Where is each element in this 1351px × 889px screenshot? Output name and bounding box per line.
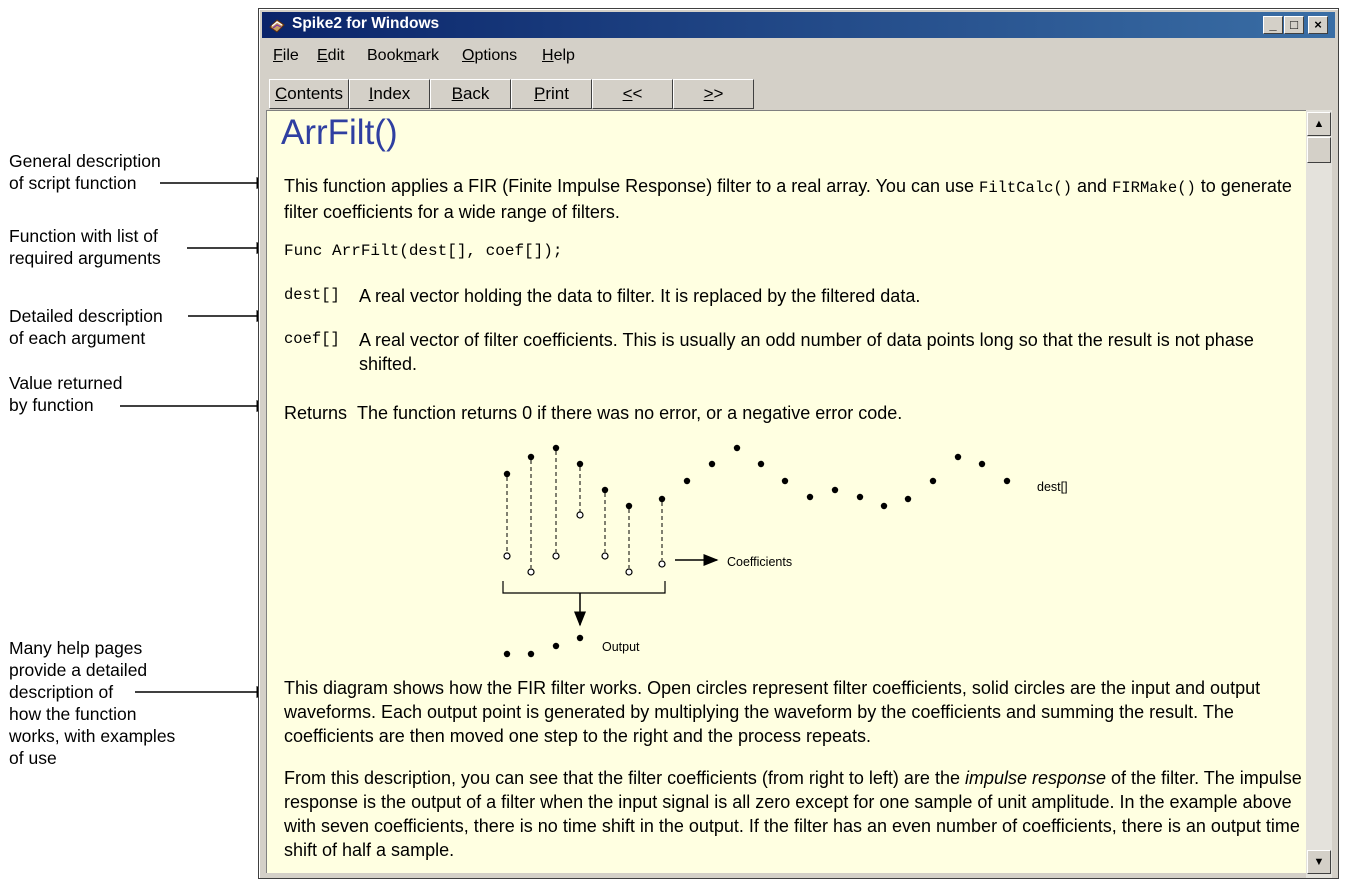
- output-point: [577, 635, 583, 641]
- code-firmake: FIRMake(): [1112, 179, 1196, 197]
- coefficient-point: [504, 553, 510, 559]
- menu-file[interactable]: File: [273, 47, 299, 64]
- help-window: [258, 8, 1339, 879]
- dest-point: [857, 494, 863, 500]
- returns-label: Returns: [284, 403, 348, 423]
- help-toolbar: [266, 79, 1335, 109]
- maximize-button[interactable]: □: [1284, 16, 1304, 34]
- output-point: [553, 643, 559, 649]
- dest-point: [905, 496, 911, 502]
- page-title: ArrFilt(): [281, 113, 398, 152]
- scroll-thumb[interactable]: [1307, 137, 1331, 163]
- help-content[interactable]: [266, 110, 1309, 873]
- dest-point: [832, 487, 838, 493]
- annotation-argument-description: Detailed description of each argument: [9, 306, 163, 348]
- coefficients-label: Coefficients: [727, 555, 793, 569]
- output-point: [504, 651, 510, 657]
- dest-point: [528, 454, 534, 460]
- arg-desc-coef: A real vector of filter coefficients. This is usually an odd number of data points long so that the result is not phase shifted.: [359, 330, 1254, 374]
- dest-point: [684, 478, 690, 484]
- arg-desc-dest: A real vector holding the data to filter. It is replaced by the filtered data.: [359, 286, 921, 306]
- function-signature: Func ArrFilt(dest[], coef[]);: [284, 242, 563, 260]
- arg-name-dest: dest[]: [284, 286, 340, 304]
- annotation-general-description: General description of script function: [9, 151, 161, 193]
- dest-point: [758, 461, 764, 467]
- title-bar[interactable]: [262, 12, 1335, 38]
- intro-paragraph: This function applies a FIR (Finite Impulse Response) filter to a real array. You can use FiltCalc() and FIRMake() to generate filter coefficients for a wide range of filters.: [284, 176, 1292, 222]
- vertical-scrollbar[interactable]: [1306, 110, 1332, 878]
- coefficient-point: [577, 512, 583, 518]
- dest-point: [626, 503, 632, 509]
- index-button[interactable]: Index: [349, 79, 430, 109]
- dest-point: [504, 471, 510, 477]
- annotation-detailed-description: Many help pages provide a detailed description of how the function works, with examples of use: [9, 638, 176, 768]
- output-label: Output: [602, 640, 640, 654]
- output-points: [504, 635, 583, 657]
- menu-bookmark[interactable]: Bookmark: [367, 47, 440, 64]
- coefficient-point: [553, 553, 559, 559]
- spike2-app-icon: [268, 16, 286, 34]
- annotation-function-arguments: Function with list of required arguments: [9, 226, 161, 268]
- impulse-response-paragraph: From this description, you can see that the filter coefficients (from right to left) are the impulse response of the filter. The impulse response is the output of a filter when the input signal is all zero except for one sample of unit amplitude. In the example above with seven coefficients, there is no time shift in the output. If the filter has an even number of coefficients, there is an output time shift of half a sample.: [284, 768, 1302, 860]
- minimize-button[interactable]: _: [1263, 16, 1283, 34]
- close-button[interactable]: ×: [1308, 16, 1328, 34]
- returns-text: The function returns 0 if there was no error, or a negative error code.: [357, 403, 903, 423]
- code-filtcalc: FiltCalc(): [979, 179, 1073, 197]
- arg-name-coef: coef[]: [284, 330, 340, 348]
- dest-point: [807, 494, 813, 500]
- diagram-explanation-paragraph: This diagram shows how the FIR filter works. Open circles represent filter coefficients, solid circles are the input and output waveforms. Each output point is generated by multiplying the waveform by the coefficients and summing the result. The coefficients are then moved one step to the right and the process repeats.: [284, 678, 1261, 746]
- coefficient-point: [528, 569, 534, 575]
- menu-edit[interactable]: Edit: [317, 47, 345, 64]
- dest-point: [659, 496, 665, 502]
- window-title: Spike2 for Windows: [292, 15, 440, 32]
- summation-bracket: [503, 581, 665, 593]
- dest-point: [1004, 478, 1010, 484]
- dest-point: [955, 454, 961, 460]
- dest-point: [553, 445, 559, 451]
- scroll-down-button[interactable]: ▼: [1307, 850, 1331, 874]
- dest-point: [881, 503, 887, 509]
- annotation-return-value: Value returned by function: [9, 373, 123, 415]
- dest-point: [709, 461, 715, 467]
- contents-button[interactable]: Contents: [269, 79, 349, 109]
- back-button[interactable]: Back: [430, 79, 511, 109]
- dest-point: [979, 461, 985, 467]
- dest-label: dest[]: [1037, 480, 1068, 494]
- menu-bar: [262, 42, 1335, 68]
- dest-point: [930, 478, 936, 484]
- browse-previous-button[interactable]: <<: [592, 79, 673, 109]
- coefficient-points: [504, 512, 665, 575]
- coefficient-stems: [507, 451, 662, 568]
- coefficient-point: [626, 569, 632, 575]
- fir-filter-diagram: [267, 431, 1307, 661]
- coefficient-point: [602, 553, 608, 559]
- dest-point: [602, 487, 608, 493]
- dest-point: [577, 461, 583, 467]
- dest-point: [734, 445, 740, 451]
- output-point: [528, 651, 534, 657]
- coefficient-point: [659, 561, 665, 567]
- browse-next-button[interactable]: >>: [673, 79, 754, 109]
- menu-help[interactable]: Help: [542, 47, 575, 64]
- dest-point: [782, 478, 788, 484]
- print-button[interactable]: Print: [511, 79, 592, 109]
- menu-options[interactable]: Options: [462, 47, 518, 64]
- scroll-up-button[interactable]: ▲: [1307, 112, 1331, 136]
